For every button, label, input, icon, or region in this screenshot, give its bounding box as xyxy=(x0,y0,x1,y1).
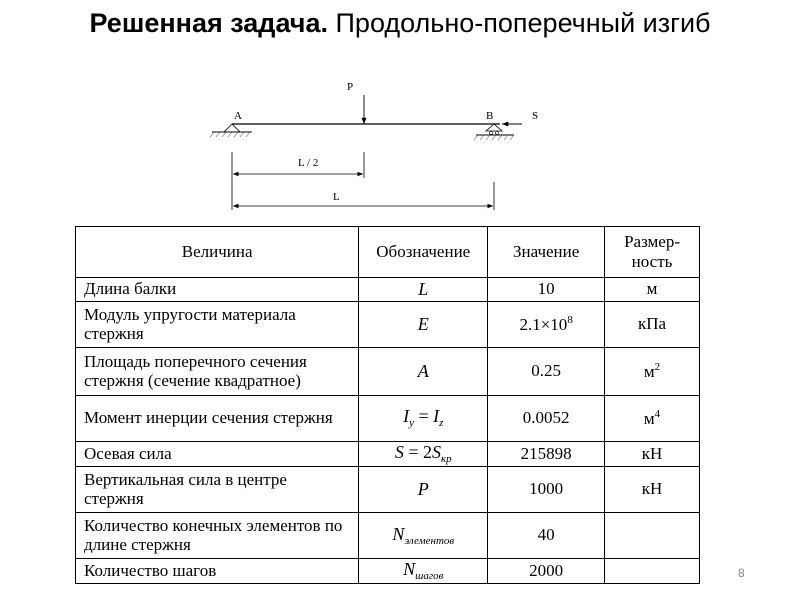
table-row xyxy=(76,467,700,513)
dim-half-label: L / 2 xyxy=(298,157,319,169)
dim-full-label: L xyxy=(333,191,340,203)
row-symbol: $N_{элементов}$ xyxy=(359,513,488,559)
page-number: 8 xyxy=(738,566,745,580)
row-unit: кН xyxy=(605,467,700,513)
header-unit: Размер- ность xyxy=(605,227,700,278)
row-unit xyxy=(605,513,700,559)
table-row xyxy=(76,278,700,302)
row-unit: м xyxy=(605,278,700,302)
row-symbol: $S = 2S_{кр}$ xyxy=(359,442,488,467)
row-symbol: $N_{шагов}$ xyxy=(359,559,488,584)
row-symbol: $I_y = I_z$ xyxy=(359,396,488,442)
row-symbol: E xyxy=(359,302,488,348)
table-row xyxy=(76,559,700,584)
row-value: 0.25 xyxy=(488,348,605,396)
label-s: S xyxy=(532,110,539,122)
row-symbol: A xyxy=(359,348,488,396)
header-symbol: Обозначение xyxy=(359,227,488,278)
row-value: 215898 xyxy=(488,442,605,467)
beam-diagram xyxy=(0,0,800,230)
row-name: Площадь поперечного сечения стержня (сечение квадратное) xyxy=(76,348,359,396)
dimension-full xyxy=(232,178,494,210)
row-name: Осевая сила xyxy=(76,442,359,467)
row-name: Количество шагов xyxy=(76,559,359,584)
table-row xyxy=(76,302,700,348)
table-header-row xyxy=(76,227,700,278)
row-name: Момент инерции сечения стержня xyxy=(76,396,359,442)
row-name: Вертикальная сила в центре стержня xyxy=(76,467,359,513)
row-unit: $м^4$ xyxy=(605,396,700,442)
row-value: 1000 xyxy=(488,467,605,513)
table-row xyxy=(76,513,700,559)
row-value: 40 xyxy=(488,513,605,559)
row-value: $2.1\times 10^8$ xyxy=(488,302,605,348)
row-symbol: L xyxy=(359,278,488,302)
row-unit xyxy=(605,559,700,584)
table-row xyxy=(76,348,700,396)
title-bold: Решенная задача. xyxy=(89,8,328,38)
row-symbol: P xyxy=(359,467,488,513)
support-a xyxy=(210,124,252,137)
support-b xyxy=(474,124,514,140)
label-b: B xyxy=(486,110,494,122)
row-unit: кПа xyxy=(605,302,700,348)
table-row xyxy=(76,396,700,442)
row-unit: $м^2$ xyxy=(605,348,700,396)
table-row xyxy=(76,442,700,467)
row-value: 2000 xyxy=(488,559,605,584)
header-value: Значение xyxy=(488,227,605,278)
row-value: 10 xyxy=(488,278,605,302)
header-quantity: Величина xyxy=(76,227,359,278)
row-name: Количество конечных элементов по длине стержня xyxy=(76,513,359,559)
parameters-table xyxy=(75,226,700,584)
label-p: P xyxy=(347,81,354,93)
row-value: 0.0052 xyxy=(488,396,605,442)
row-name: Модуль упругости материала стержня xyxy=(76,302,359,348)
title-normal: Продольно-поперечный изгиб xyxy=(335,8,711,38)
label-a: A xyxy=(234,110,242,122)
row-unit: кН xyxy=(605,442,700,467)
row-name: Длина балки xyxy=(76,278,359,302)
